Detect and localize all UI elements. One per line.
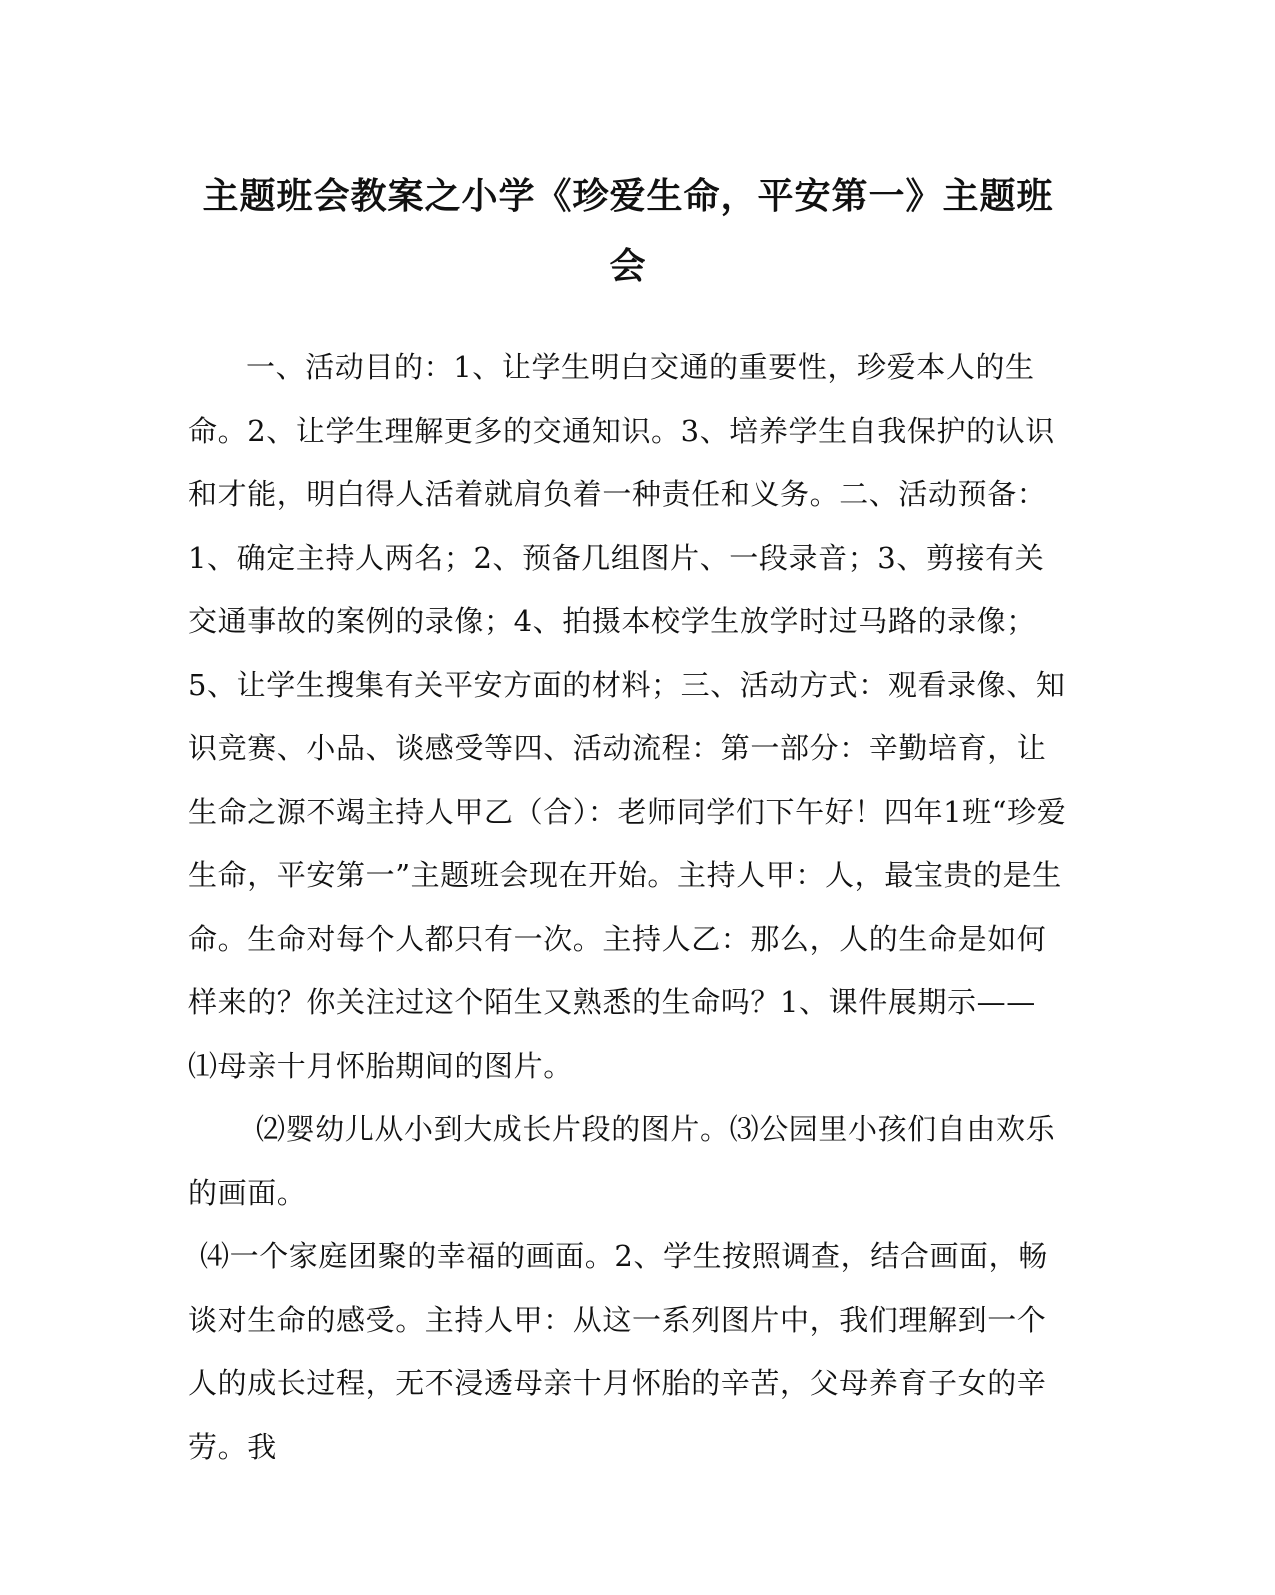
document-body xyxy=(188,336,1068,1479)
paragraph-activity-plan: 一、活动目的：1、让学生明白交通的重要性，珍爱本人的生命。2、让学生理解更多的交通知识。3、培养学生自我保护的认识和才能，明白得人活着就肩负着一种责任和义务。二、活动预备：1、确定主持人两名；2、预备几组图片、一段录音；3、剪接有关交通事故的案例的录像；4、拍摄本校学生放学时过马路的录像；5、让学生搜集有关平安方面的材料；三、活动方式：观看录像、知识竞赛、小品、谈感受等四、活动流程：第一部分：辛勤培育，让生命之源不竭主持人甲乙（合）：老师同学们下午好！四年1班“珍爱生命，平安第一”主题班会现在开始。主持人甲：人，最宝贵的是生命。生命对每个人都只有一次。主持人乙：那么，人的生命是如何样来的？你关注过这个陌生又熟悉的生命吗？1、课件展期示—— xyxy=(188,350,1067,1019)
paragraph-item-2-3: ⑵婴幼儿从小到大成长片段的图片。⑶公园里小孩们自由欢乐的画面。 xyxy=(188,1112,1056,1210)
document-title: 主题班会教案之小学《珍爱生命，平安第一》主题班会 xyxy=(202,176,1054,287)
paragraph-item-4: ⑷一个家庭团聚的幸福的画面。2、学生按照调查，结合画面，畅谈对生命的感受。主持人甲：从这一系列图片中，我们理解到一个人的成长过程，无不浸透母亲十月怀胎的辛苦，父母养育子女的辛劳。我 xyxy=(188,1239,1048,1464)
paragraph-item-1: ⑴母亲十月怀胎期间的图片。 xyxy=(188,1048,573,1083)
